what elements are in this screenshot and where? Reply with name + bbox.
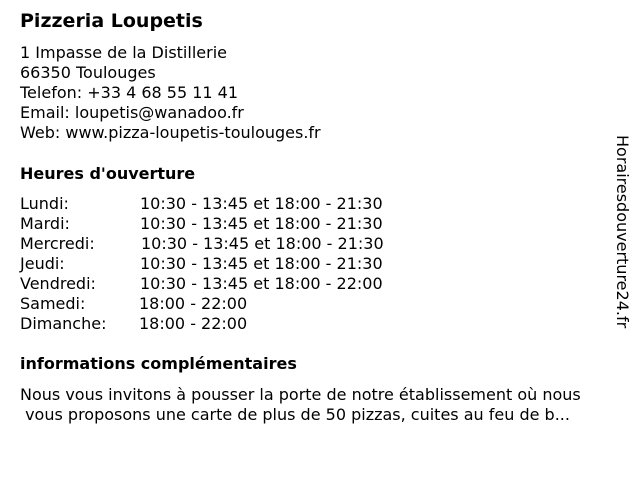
info-line: Nous vous invitons à pousser la porte de notre établissement où nous bbox=[20, 385, 581, 404]
day-label: Dimanche: bbox=[20, 314, 107, 333]
day-label: Mardi: bbox=[20, 214, 70, 233]
business-contact bbox=[20, 43, 321, 143]
time-value: 10:30 - 13:45 et 18:00 - 22:00 bbox=[140, 274, 383, 293]
info-description bbox=[20, 385, 581, 425]
hours-heading: Heures d'ouverture bbox=[20, 164, 196, 183]
info-line: vous proposons une carte de plus de 50 pizzas, cuites au feu de b... bbox=[20, 405, 570, 424]
email-address: Email: loupetis@wanadoo.fr bbox=[20, 103, 244, 122]
time-value: 18:00 - 22:00 bbox=[139, 314, 248, 333]
day-label: Lundi: bbox=[20, 194, 69, 213]
day-label: Samedi: bbox=[20, 294, 86, 313]
time-value: 10:30 - 13:45 et 18:00 - 21:30 bbox=[140, 254, 383, 273]
site-watermark bbox=[612, 135, 632, 345]
address-street: 1 Impasse de la Distillerie bbox=[20, 43, 227, 62]
watermark-text: Horairesdouverture24.fr bbox=[613, 135, 632, 329]
day-label: Mercredi: bbox=[20, 234, 95, 253]
info-heading: informations complémentaires bbox=[20, 354, 297, 373]
address-city: 66350 Toulouges bbox=[20, 63, 156, 82]
hours-row-lundi bbox=[20, 194, 440, 214]
business-name: Pizzeria Loupetis bbox=[20, 10, 203, 32]
opening-hours-table bbox=[20, 194, 440, 334]
day-label: Jeudi: bbox=[20, 254, 65, 273]
time-value: 18:00 - 22:00 bbox=[139, 294, 248, 313]
time-value: 10:30 - 13:45 et 18:00 - 21:30 bbox=[140, 194, 383, 213]
hours-row-vendredi bbox=[20, 274, 440, 294]
time-value: 10:30 - 13:45 et 18:00 - 21:30 bbox=[140, 214, 383, 233]
website: Web: www.pizza-loupetis-toulouges.fr bbox=[20, 123, 321, 142]
day-label: Vendredi: bbox=[20, 274, 96, 293]
hours-row-samedi bbox=[20, 294, 440, 314]
hours-row-jeudi bbox=[20, 254, 440, 274]
phone-number: Telefon: +33 4 68 55 11 41 bbox=[20, 83, 239, 102]
hours-row-dimanche bbox=[20, 314, 440, 334]
hours-row-mercredi bbox=[20, 234, 440, 254]
time-value: 10:30 - 13:45 et 18:00 - 21:30 bbox=[141, 234, 384, 253]
hours-row-mardi bbox=[20, 214, 440, 234]
